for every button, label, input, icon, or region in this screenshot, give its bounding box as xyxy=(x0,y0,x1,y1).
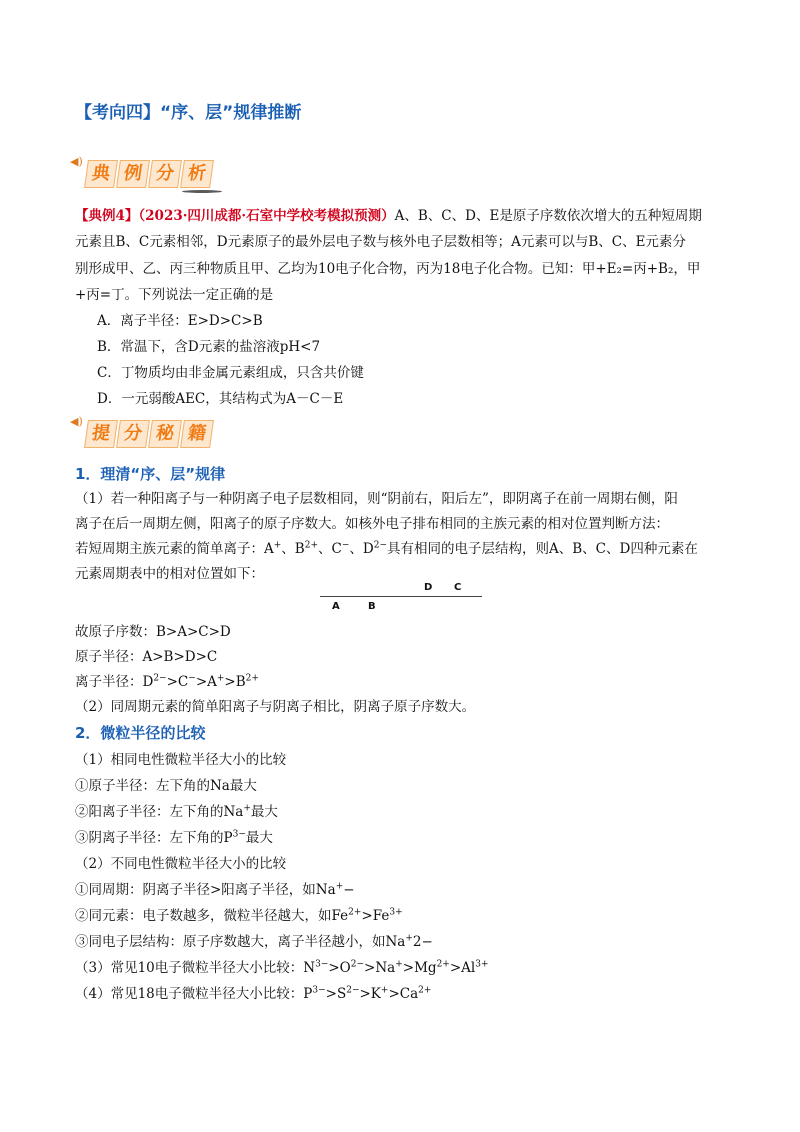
banner-char: 分 xyxy=(116,420,150,448)
banner-char: 例 xyxy=(116,160,150,188)
option-c: C．丁物质均由非金属元素组成，只含共价键 xyxy=(97,365,364,381)
banner-char: 典 xyxy=(84,160,118,188)
paragraph-line: （2）同周期元素的简单阳离子与阴离子相比，阴离子原子序数大。 xyxy=(75,699,476,715)
paragraph-line: 离子半径：$D^{2-}>C^->A^+>B^{2+}$ xyxy=(75,673,259,690)
tips-banner xyxy=(70,412,214,448)
section-title: 1．理清“序、层”规律 xyxy=(75,465,226,483)
paragraph-line: ②阳离子半径：左下角的Na+最大 xyxy=(75,803,278,820)
banner-char: 提 xyxy=(84,420,118,448)
example-stem-line: 元素且B、C元素相邻，D元素原子的最外层电子数与核外电子层数相等；A元素可以与B、C、E元素分 xyxy=(75,234,686,250)
banner-char: 分 xyxy=(148,160,182,188)
paragraph-line: ③同电子层结构：原子序数越大，离子半径越小，如Na+2− xyxy=(75,933,433,950)
paragraph-line: ①同周期：阴离子半径>阳离子半径，如Na+− xyxy=(75,881,355,898)
paragraph-line: 元素周期表中的相对位置如下： xyxy=(75,566,264,582)
paragraph-line: （3）常见10电子微粒半径大小比较：$N^{3-}>O^{2-}>Na^+>Mg^{2+}>Al^{3+}$ xyxy=(75,959,489,976)
section-title: 2．微粒半径的比较 xyxy=(75,724,206,742)
banner-char: 秘 xyxy=(148,420,182,448)
option-d: D．一元弱酸AEC，其结构式为A－C－E xyxy=(97,391,344,407)
paragraph-line: （1）若一种阳离子与一种阴离子电子层数相同，则“阴前右，阳后左”，即阴离子在前一周期右侧，阳 xyxy=(75,491,678,507)
paragraph-line: ③阴离子半径：左下角的$P^{3-}$最大 xyxy=(75,829,273,846)
paragraph-line: （2）不同电性微粒半径大小的比较 xyxy=(75,856,287,872)
table-cell: C xyxy=(454,582,462,593)
example-stem-line: +丙=丁。下列说法一定正确的是 xyxy=(75,287,274,303)
paragraph-line: 原子半径：A>B>D>C xyxy=(75,649,218,665)
page-title: 【考向四】“序、层”规律推断 xyxy=(75,103,302,123)
table-divider xyxy=(320,596,482,597)
banner-swoosh xyxy=(182,190,222,193)
banner-char: 析 xyxy=(180,160,214,188)
option-b: B．常温下，含D元素的盐溶液pH<7 xyxy=(97,339,321,355)
option-a: A．离子半径：E>D>C>B xyxy=(97,313,263,329)
table-cell: D xyxy=(424,582,433,593)
paragraph-line: 故原子序数：B>A>C>D xyxy=(75,624,231,640)
example-analysis-banner xyxy=(70,152,214,188)
paragraph-line: 离子在后一周期左侧，阳离子的原子序数大。如核外电子排布相同的主族元素的相对位置判断方法： xyxy=(75,516,669,532)
table-cell: B xyxy=(368,601,376,612)
example-stem-line: 别形成甲、乙、丙三种物质且甲、乙均为10电子化合物，丙为18电子化合物。已知：甲+E₂=丙+B₂，甲 xyxy=(75,261,701,277)
speaker-icon: ◀) xyxy=(70,415,83,428)
paragraph-line: （4）常见18电子微粒半径大小比较：$P^{3-}>S^{2-}>K^+>Ca^{2+}$ xyxy=(75,985,432,1002)
banner-char: 籍 xyxy=(180,420,214,448)
speaker-icon: ◀) xyxy=(70,155,83,168)
example-tag: 【典例4】 xyxy=(75,208,139,224)
example-source: （2023·四川成都·石室中学校考模拟预测） xyxy=(138,208,395,224)
paragraph-line: 若短周期主族元素的简单离子：A+、$B^{2+}$、C−、$D^{2-}$具有相同的电子层结构，则A、B、C、D四种元素在 xyxy=(75,540,698,557)
paragraph-line: ②同元素：电子数越多，微粒半径越大，如$Fe^{2+}>Fe^{3+}$ xyxy=(75,907,403,924)
paragraph-line: ①原子半径：左下角的Na最大 xyxy=(75,778,257,794)
position-table xyxy=(320,580,482,612)
table-cell: A xyxy=(332,601,340,612)
paragraph-line: （1）相同电性微粒半径大小的比较 xyxy=(75,752,287,768)
example-stem-line: 【典例4】（2023·四川成都·石室中学校考模拟预测）A、B、C、D、E是原子序数依次增大的五种短周期 xyxy=(75,208,702,224)
